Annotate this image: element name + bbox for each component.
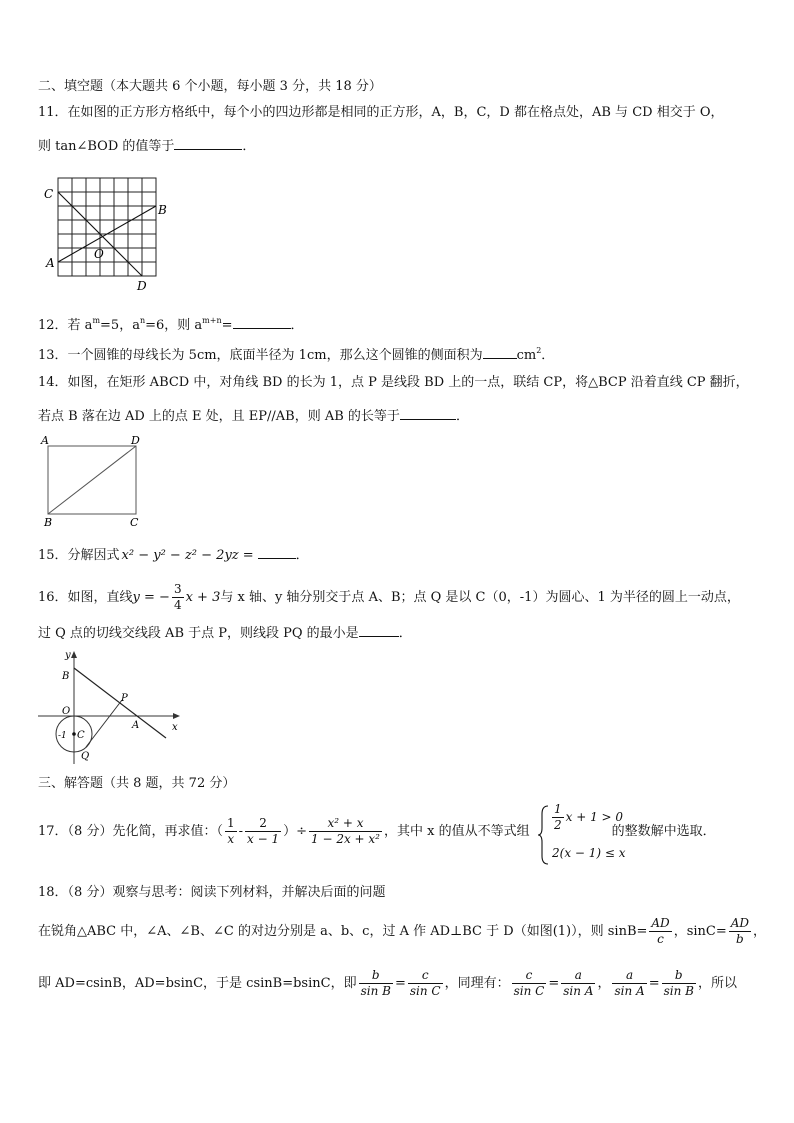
q16-text2-pre: 过 Q 点的切线交线段 AB 于点 P，则线段 PQ 的最小是 [38, 626, 359, 641]
q15-pre: 15．分解因式 [38, 548, 120, 563]
q14-diagonal-bd [48, 446, 136, 514]
q18-fraction-a-sina-2: $\frac{a}{\text{sin A}}$ [614, 968, 645, 998]
q11-answer-blank [174, 136, 242, 150]
q12-mid3: = [221, 318, 233, 333]
q17-fraction-3: $\frac{\text{x² + x}}{\text{1 − 2x + x²}}$ [311, 816, 380, 846]
q14-label-b: B [44, 516, 53, 529]
q17-inequality-2: 2(x − 1) ≤ x [552, 846, 626, 860]
q17-minus: - [238, 824, 243, 839]
q18-fraction-ad-c: $\frac{AD}{c}$ [651, 916, 670, 946]
q17-ineq1-rest: x + 1 > 0 [565, 810, 624, 824]
q16-label-x: x [172, 722, 178, 733]
q12-sup-n: n [139, 316, 146, 325]
q15-post: ． [295, 548, 309, 563]
q16-x-axis-arrow [173, 713, 180, 719]
q16-tangent-pq [86, 700, 122, 747]
q13-text [38, 342, 554, 365]
q16-label-minus-one: -1 [58, 731, 67, 741]
q18-fraction-ad-b: $\frac{AD}{b}$ [730, 916, 750, 946]
q17-pre: 17．（8 分）先化简，再求值：（ [38, 824, 223, 839]
q14-text-line2 [38, 406, 469, 426]
q16-label-q: Q [81, 751, 90, 762]
q18-text-line1: 18．（8 分）观察与思考：阅读下列材料，并解决后面的问题 [38, 885, 386, 900]
q12-text [38, 312, 304, 335]
q12-mid1: =5，a [100, 318, 140, 333]
q17-fraction-1: $\frac{1}{x}$ [226, 816, 235, 846]
q18-line2-mid: ，sinC= [673, 924, 727, 939]
q13-unit: cm [516, 348, 537, 363]
q11-text-line2 [38, 136, 255, 156]
q18-equals-1: = [394, 976, 406, 991]
q14-label-d: D [131, 434, 140, 447]
q14-text-line1: 14．如图，在矩形 ABCD 中，对角线 BD 的长为 1，点 P 是线段 BD 上的一点，联结 CP，将△BCP 沿着直线 CP 翻折， [38, 375, 749, 390]
q16-label-c: C [77, 730, 85, 741]
q16-label-o: O [62, 706, 71, 717]
q16-label-a: A [132, 720, 140, 731]
q18-fraction-c-sinc: $\frac{c}{\text{sin C}}$ [409, 968, 441, 998]
q18-equals-3: = [648, 976, 660, 991]
q11-label-d: D [137, 279, 147, 293]
q16-text-line2 [38, 623, 412, 643]
q16-label-b: B [62, 671, 70, 682]
q17-paren-close: ）÷ [283, 824, 307, 839]
q12-mid2: =6，则 a [145, 318, 203, 333]
q14-text-pre: 若点 B 落在边 AD 上的点 E 处，且 EP//AB，则 AB 的长等于 [38, 409, 400, 424]
q11-label-c: C [44, 187, 54, 201]
q14-answer-blank [400, 406, 456, 420]
section-2-heading: 二、填空题（本大题共 6 个小题，每小题 3 分，共 18 分） [38, 79, 382, 94]
q18-fraction-c-sinc-2: $\frac{c}{\text{sin C}}$ [513, 968, 545, 998]
q16-answer-blank [359, 623, 399, 637]
q16-label-y: y [65, 650, 71, 661]
q16-y-axis-arrow [71, 651, 77, 658]
q13-pre: 13．一个圆锥的母线长为 5cm，底面半径为 1cm，那么这个圆锥的侧面积为 [38, 348, 483, 363]
q12-pre: 12．若 a [38, 318, 93, 333]
q12-sup-mn: m+n [202, 316, 222, 325]
q16-center-point [72, 732, 76, 736]
q12-sup-m: m [92, 316, 101, 325]
q16-pre: 16．如图，直线 [38, 590, 133, 605]
q17-post: 的整数解中选取． [611, 824, 716, 839]
q16-text-line1 [38, 582, 740, 613]
q13-answer-blank [483, 345, 517, 359]
q17-ineq-fraction: $\frac{1}{2}$ [554, 802, 562, 832]
q18-line3-post: ，所以 [697, 976, 737, 991]
q11-text-post: ． [242, 139, 256, 154]
q13-unit-sup: 2 [536, 346, 542, 355]
q18-line2-pre: 在锐角△ABC 中，∠A、∠B、∠C 的对边分别是 a、b、c，过 A 作 AD⊥BC 于 D（如图(1)），则 sinB= [38, 924, 648, 939]
q14-rectangle-figure [36, 432, 156, 532]
q14-label-a: A [41, 434, 49, 447]
q17-fraction-2: $\frac{2}{x - 1}$ [247, 816, 280, 846]
q15-answer-blank [258, 545, 296, 559]
q14-text-post: ． [455, 409, 469, 424]
section-3-heading: 三、解答题（共 8 题，共 72 分） [38, 776, 236, 791]
q18-equals-2: = [548, 976, 560, 991]
q11-grid [58, 178, 156, 276]
q16-text-line1-post: 与 x 轴、y 轴分别交于点 A、B；点 Q 是以 C（0，-1）为圆心、1 为半径的圆上一动点， [220, 590, 740, 605]
q18-fraction-b-sinb-2: $\frac{b}{\text{sin B}}$ [663, 968, 694, 998]
q11-grid-figure [40, 172, 180, 294]
q17-inequality-brace [538, 804, 550, 866]
q18-fraction-b-sinb: $\frac{b}{\text{sin B}}$ [360, 968, 391, 998]
q18-comma: ， [597, 976, 611, 991]
q14-label-c: C [130, 516, 139, 529]
q12-answer-blank [233, 315, 291, 329]
q11-label-b: B [158, 203, 167, 217]
q11-text-pre: 则 tan∠BOD 的值等于 [38, 139, 175, 154]
q16-fraction: $\frac{3}{4}$ [173, 582, 182, 612]
q13-post: ． [541, 348, 555, 363]
q16-coordinate-figure [34, 646, 186, 766]
q15-text [38, 545, 309, 565]
q16-equation-rhs: x + 3 [185, 590, 221, 605]
q16-text2-post: ． [398, 626, 412, 641]
q16-label-p: P [121, 693, 128, 704]
q18-text-line2 [38, 912, 766, 952]
q18-text-line3 [38, 964, 737, 1004]
q16-equation-lhs: y = − [132, 590, 170, 605]
q18-line2-post: ， [753, 924, 767, 939]
q15-expression: x² − y² − z² − 2yz = [121, 548, 254, 563]
q11-text-line1: 11．在如图的正方形方格纸中，每个小的四边形都是相同的正方形，A，B，C，D 都在格点处，AB 与 CD 相交于 O， [38, 105, 724, 120]
q17-mid: ，其中 x 的值从不等式组 [383, 824, 530, 839]
q18-fraction-a-sina: $\frac{a}{\text{sin A}}$ [563, 968, 594, 998]
q18-line3-pre: 即 AD=csinB，AD=bsinC，于是 csinB=bsinC，即 [38, 976, 357, 991]
q18-line3-mid: ，同理有： [444, 976, 510, 991]
q12-post: ． [290, 318, 304, 333]
q11-label-a: A [46, 256, 55, 270]
q17-inequality-1 [550, 802, 623, 833]
q11-label-o: O [94, 247, 104, 261]
